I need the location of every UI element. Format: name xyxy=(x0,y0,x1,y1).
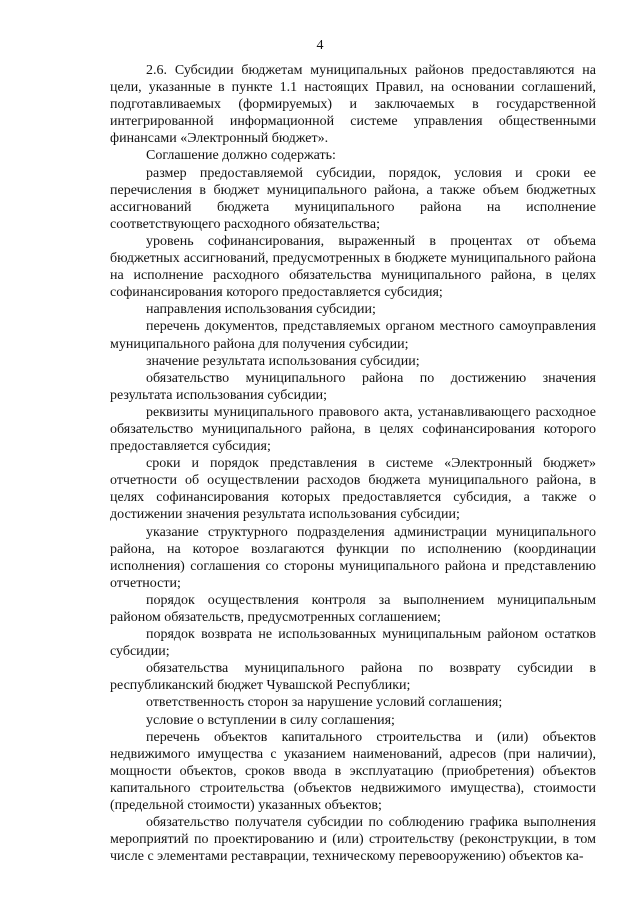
list-item-responsible-unit: указание структурного подразделения администрации муниципального района, на которое возлагаются функции по исполнению (координации исполнения) соглашения со стороны муниципального района и представлению отчетности; xyxy=(110,524,596,591)
list-item-return-obligations: обязательства муниципального района по возврату субсидии в республиканский бюджет Чувашской Республики; xyxy=(110,661,596,694)
list-item-legal-act-details: реквизиты муниципального правового акта, устанавливающего расходное обязательство муниципального района, в целях софинансирования которого предоставляется субсидия; xyxy=(110,404,596,455)
list-item-liability: ответственность сторон за нарушение условий соглашения; xyxy=(146,695,503,711)
document-body xyxy=(110,62,596,865)
paragraph-2-6: 2.6. Субсидии бюджетам муниципальных районов предоставляются на цели, указанные в пункте 1.1 настоящих Правил, на основании соглашений, подготавливаемых (формируемых) и заключаемых в государственной интегрированной информационной системе управления общественными финансами «Электронный бюджет». xyxy=(110,63,596,147)
list-item-entry-into-force: условие о вступлении в силу соглашения; xyxy=(146,712,395,728)
list-item-control-procedure: порядок осуществления контроля за выполнением муниципальным районом обязательств, предусмотренных соглашением; xyxy=(110,592,596,625)
list-item-result-value: значение результата использования субсидии; xyxy=(146,353,420,369)
list-item-return-remainders: порядок возврата не использованных муниципальным районом остатков субсидии; xyxy=(110,627,596,660)
list-item-usage-directions: направления использования субсидии; xyxy=(146,302,376,318)
list-item-result-obligation: обязательство муниципального района по достижению значения результата использования субсидии; xyxy=(110,370,596,403)
list-item-reporting-terms: сроки и порядок представления в системе «Электронный бюджет» отчетности об осуществлении расходов бюджета муниципального района, в целях софинансирования которых предоставляется субсидия, а также о достижении значения результата использования субсидии; xyxy=(110,456,596,523)
paragraph-agreement-intro: Соглашение должно содержать: xyxy=(146,148,336,164)
page-number: 4 xyxy=(316,38,324,53)
list-item-subsidy-amount: размер предоставляемой субсидии, порядок, условия и сроки ее перечисления в бюджет муниципального района, а также объем бюджетных ассигнований бюджета муниципального района на исполнение соответствующего расходного обязательства; xyxy=(110,165,596,232)
list-item-documents-list: перечень документов, представляемых органом местного самоуправления муниципального района для получения субсидии; xyxy=(110,319,596,352)
list-item-schedule-obligation: обязательство получателя субсидии по соблюдению графика выполнения мероприятий по проектированию и (или) строительству (реконструкции, в том числе с элементами реставрации, техническому перевооружению) объектов ка- xyxy=(110,815,596,865)
list-item-cofinancing-level: уровень софинансирования, выраженный в процентах от объема бюджетных ассигнований, предусмотренных в бюджете муниципального района на исполнение расходного обязательства муниципального района, в целях софинансирования которого предоставляется субсидия; xyxy=(110,233,596,301)
list-item-capital-objects: перечень объектов капитального строительства и (или) объектов недвижимого имущества с указанием наименований, адресов (при наличии), мощности объектов, сроков ввода в эксплуатацию (приобретения) объектов капитального строительства (объектов недвижимого имущества), стоимости (предельной стоимости) указанных объектов; xyxy=(110,729,596,814)
